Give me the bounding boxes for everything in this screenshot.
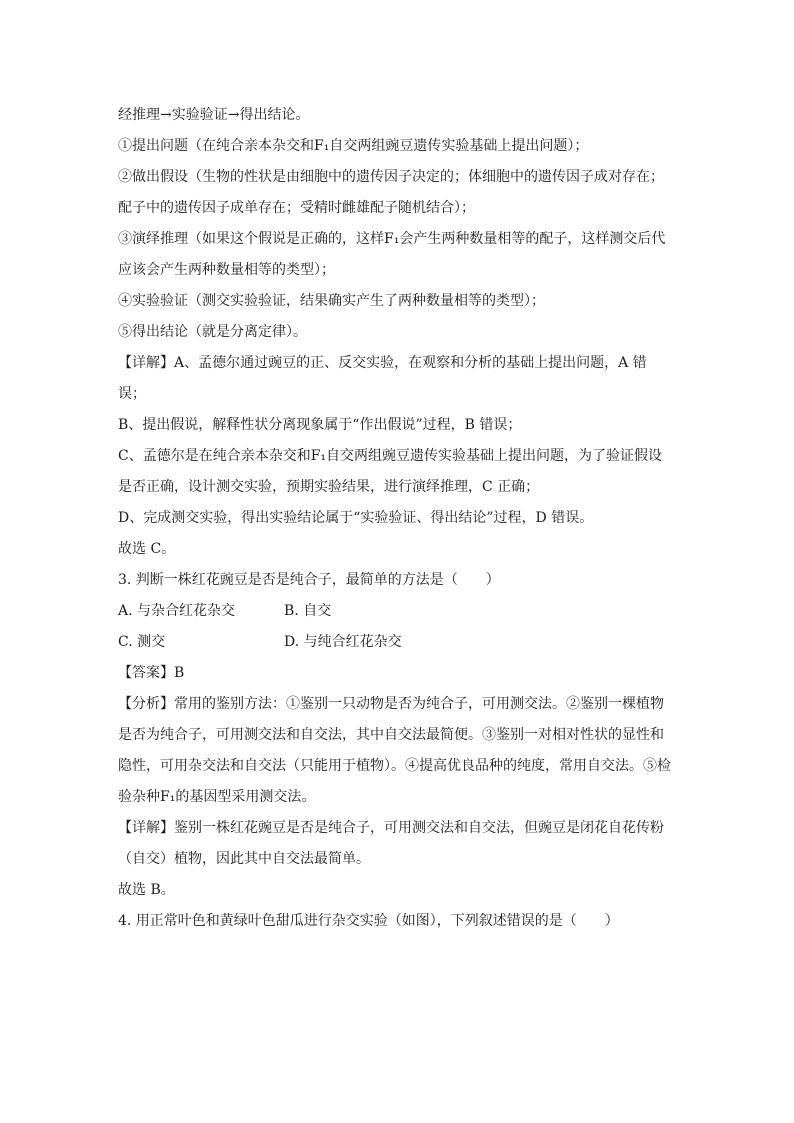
question-3: 3. 判断一株红花豌豆是否是纯合子，最简单的方法是（ ） (118, 572, 500, 588)
answer-line: 【答案】B (118, 665, 185, 681)
answer-choice-line: 故选 B。 (118, 882, 175, 898)
text-line: ③演绎推理（如果这个假说是正确的，这样F₁会产生两种数量相等的配子，这样测交后代 (118, 231, 666, 247)
text-line: C、孟德尔是在纯合亲本杂交和F₁自交两组豌豆遗传实验基础上提出问题，为了验证假设 (118, 448, 663, 464)
detail-paragraph: 【详解】A、孟德尔通过豌豆的正、反交实验，在观察和分析的基础上提出问题，A 错 (118, 355, 647, 371)
text-line: 经推理→实验验证→得出结论。 (118, 107, 310, 123)
text-line: ④实验验证（测交实验验证，结果确实产生了两种数量相等的类型）； (118, 293, 545, 309)
text-line: （自交）植物，因此其中自交法最简单。 (118, 851, 370, 867)
text-line: 是否为纯合子，可用测交法和自交法，其中自交法最简便。③鉴别一对相对性状的显性和 (118, 727, 664, 743)
text-line: 隐性，可用杂交法和自交法（只能用于植物）。④提高优良品种的纯度，常用自交法。⑤检 (118, 758, 671, 774)
text-line: D、完成测交实验，得出实验结论属于“实验验证、得出结论”过程，D 错误。 (118, 510, 594, 526)
detail-paragraph: 【详解】鉴别一株红花豌豆是否是纯合子，可用测交法和自交法，但豌豆是闭花自花传粉 (118, 820, 664, 836)
text-line: ①提出问题（在纯合亲本杂交和F₁自交两组豌豆遗传实验基础上提出问题）； (118, 138, 589, 154)
option-a: A. 与杂合红花杂交 (118, 603, 236, 619)
options-row (118, 627, 678, 658)
text-line: ⑤得出结论（就是分离定律）。 (118, 324, 307, 340)
text-line: 配子中的遗传因子成单存在；受精时雌雄配子随机结合）； (118, 200, 475, 216)
document-body (118, 100, 678, 937)
text-line: ②做出假设（生物的性状是由细胞中的遗传因子决定的；体细胞中的遗传因子成对存在； (118, 169, 664, 185)
analysis-paragraph: 【分析】常用的鉴别方法：①鉴别一只动物是否为纯合子，可用测交法。②鉴别一棵植物 (118, 696, 664, 712)
text-line: 验杂种F₁的基因型采用测交法。 (118, 789, 316, 805)
question-4: 4. 用正常叶色和黄绿叶色甜瓜进行杂交实验（如图），下列叙述错误的是（ ） (118, 913, 619, 929)
text-line: 是否正确，设计测交实验，预期实验结果，进行演绎推理，C 正确； (118, 479, 540, 495)
answer-choice-line: 故选 C。 (118, 541, 176, 557)
text-line: 误； (118, 386, 146, 402)
option-d: D. 与纯合红花杂交 (284, 634, 402, 650)
options-row (118, 596, 678, 627)
option-c: C. 测交 (118, 634, 166, 650)
option-b: B. 自交 (284, 603, 332, 619)
text-line: 应该会产生两种数量相等的类型）； (118, 262, 335, 278)
text-line: B、提出假说，解释性状分离现象属于“作出假说”过程，B 错误； (118, 417, 522, 433)
